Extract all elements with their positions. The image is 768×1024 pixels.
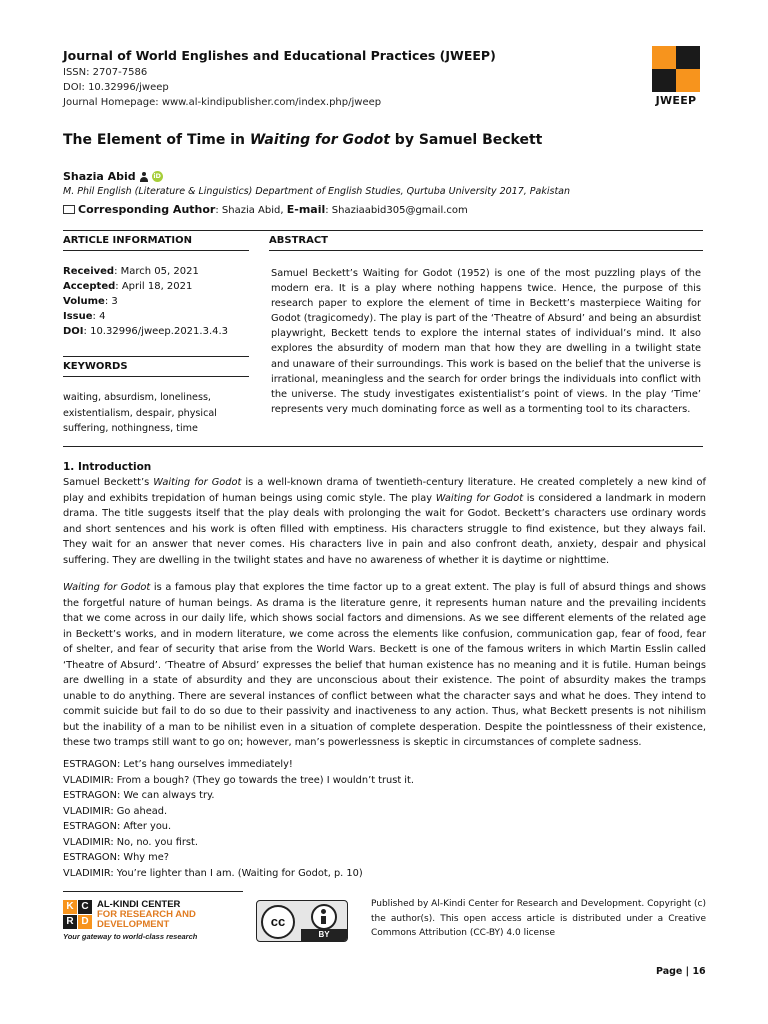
accepted-label: Accepted xyxy=(63,281,116,292)
paper-title xyxy=(63,132,542,148)
issue-value: : 4 xyxy=(92,311,106,322)
abstract-text: Samuel Beckett’s Waiting for Godot (1952) is one of the most puzzling plays of the modern era. It is a play where nothing happens twice. Hence, the purpose of this research paper to explore the element of time in Beckett’s masterpiece Waiting for Godot (tragicomedy). The play is part of the ‘Theatre of Absurd’ and being an absurdist playwright, Beckett tends to explore the internal states of individual’s mind. It also explores the absurdity of modern man that how they are dwelling in a twilight state and unaware of their surroundings. This work is based on the belief that the universe is irrational, meaningless and the search for order brings the individuals into conflict with the universe. The study investigates existentialist’s point of views. In the play ‘Time’ represents very much dominating force as well as a tormenting tool to its characters. xyxy=(271,268,701,415)
divider-info xyxy=(63,250,249,251)
divider-keywords-top xyxy=(63,356,249,357)
p2-seg-0: Waiting for Godot xyxy=(63,582,151,593)
logo-cell-orange-bottom xyxy=(676,69,700,92)
footnote-divider xyxy=(63,891,243,892)
divider-keywords-bottom xyxy=(63,376,249,377)
kcrd-letter-r: R xyxy=(63,915,77,929)
title-post: by Samuel Beckett xyxy=(389,132,543,148)
page-number: Page | 16 xyxy=(656,966,706,977)
dialogue-line: ESTRAGON: We can always try. xyxy=(63,790,215,801)
p1-seg-2: is a well-known drama of twentieth-century literature. He created completely a new kind of play and exhibits trepidation of human beings using comic style. The play xyxy=(63,477,706,504)
intro-paragraph-2 xyxy=(63,580,706,751)
journal-issn: ISSN: 2707-7586 xyxy=(63,67,148,78)
kcrd-line-2-3 xyxy=(97,910,196,930)
received-date xyxy=(63,266,199,277)
cc-icon: cc xyxy=(261,905,295,939)
dialogue-block xyxy=(63,757,414,881)
author-name: Shazia Abid xyxy=(63,170,136,183)
abstract-heading: ABSTRACT xyxy=(269,235,328,246)
p1-seg-4: is considered a landmark in modern drama. The title suggests itself that the play deals with prolonging the wait for Godot. Beckett’s characters use ordinary words and short sentences and his work is often filled with emptiness. His characters struggle to find existence, but they always fail. They wait for an answer that never comes. His characters live in pain and also confront death, anxiety, despair and physical suffering. They are dwelling in the twilight states and have no awareness of whether it is daytime or nighttime. xyxy=(63,492,706,566)
jweep-logo-grid xyxy=(652,46,700,92)
attribution-person-icon xyxy=(311,904,337,930)
journal-homepage[interactable]: Journal Homepage: www.al-kindipublisher.com/index.php/jweep xyxy=(63,97,382,108)
person-icon xyxy=(139,172,149,182)
dialogue-line: VLADIMIR: No, no. you first. xyxy=(63,836,198,848)
doi-label: DOI xyxy=(63,326,84,337)
logo-cell-orange-top xyxy=(652,46,676,69)
author-affiliation: M. Phil English (Literature & Linguistics) Department of English Studies, Qurtuba University 2017, Pakistan xyxy=(63,186,571,197)
logo-text: JWEEP xyxy=(655,94,697,107)
dialogue-line: VLADIMIR: From a bough? (They go towards the tree) I wouldn’t trust it. xyxy=(63,774,414,786)
kcrd-letter-d: D xyxy=(78,915,92,929)
cc-by-license-icon[interactable] xyxy=(256,900,348,942)
envelope-icon xyxy=(63,205,75,214)
article-doi xyxy=(63,326,228,337)
dialogue-line: ESTRAGON: Why me? xyxy=(63,852,169,863)
dialogue-line: ESTRAGON: Let’s hang ourselves immediately! xyxy=(63,759,293,770)
kcrd-line-1: AL-KINDI CENTER xyxy=(97,899,181,910)
article-info-heading: ARTICLE INFORMATION xyxy=(63,235,193,246)
issue xyxy=(63,311,105,322)
intro-heading: 1. Introduction xyxy=(63,461,152,473)
kcrd-letter-c: C xyxy=(78,900,92,914)
kcrd-line-3: DEVELOPMENT xyxy=(97,919,170,930)
p1-seg-1: Waiting for Godot xyxy=(153,477,242,488)
keywords-text: waiting, absurdism, loneliness, existentialism, despair, physical suffering, nothingness, time xyxy=(63,392,217,434)
kcrd-letter-k: K xyxy=(63,900,77,914)
accepted-date xyxy=(63,281,192,292)
by-label: BY xyxy=(301,929,347,941)
volume-label: Volume xyxy=(63,296,105,307)
kcrd-line-2: FOR RESEARCH AND xyxy=(97,909,196,920)
volume-value: : 3 xyxy=(104,296,118,307)
journal-doi: DOI: 10.32996/jweep xyxy=(63,82,169,93)
email-address[interactable]: : Shaziaabid305@gmail.com xyxy=(325,205,468,216)
al-kindi-logo xyxy=(63,898,238,944)
author-line xyxy=(63,170,163,183)
corresponding-label: Corresponding Author xyxy=(78,203,216,216)
accepted-value: : April 18, 2021 xyxy=(115,281,193,292)
volume xyxy=(63,296,118,307)
keywords-heading: KEYWORDS xyxy=(63,361,128,372)
title-italic: Waiting for Godot xyxy=(249,132,390,148)
jweep-logo xyxy=(652,46,700,107)
received-label: Received xyxy=(63,266,115,277)
orcid-icon[interactable]: iD xyxy=(153,172,161,180)
logo-cell-black-bottom xyxy=(652,69,676,92)
issue-label: Issue xyxy=(63,311,93,322)
dialogue-line: ESTRAGON: After you. xyxy=(63,821,172,832)
divider-abstract xyxy=(269,250,703,251)
journal-title: Journal of World Englishes and Educational Practices (JWEEP) xyxy=(63,48,496,63)
title-pre: The Element of Time in xyxy=(63,132,250,148)
received-value: : March 05, 2021 xyxy=(114,266,199,277)
license-text: Published by Al-Kindi Center for Research and Development. Copyright (c) the author(s). This open access article is distributed under a Creative Commons Attribution (CC-BY) 4.0 license xyxy=(371,899,706,938)
doi-value[interactable]: : 10.32996/jweep.2021.3.4.3 xyxy=(83,326,229,337)
divider-top xyxy=(63,230,703,231)
p1-seg-0: Samuel Beckett’s xyxy=(63,477,154,488)
email-label: E-mail xyxy=(286,203,326,216)
p2-seg-1: is a famous play that explores the time factor up to a great extent. The play is full of absurd things and shows the forgetful nature of human beings. As drama is the literature genre, it represents human nature and the prevailing incidents that we come across in our daily life, which shows social factors and dimensions. As we see different elements of the related age in Beckett’s works, and in modern literature, we come across the elements like confusion, communication gap, fear of food, fear of shelter, and fear of security that arise from the World Wars. Beckett is one of the famous writers in which Martin Esslin called ‘Theatre of Absurd’. ‘Theatre of Absurd’ expresses the belief that human existence has no meaning and it is futile. Human beings are dwelling in a state of absurdity and they are unconscious about their existence. The point of absurdity makes the tramps unable to do anything. There are several instances of conflict between what the character says and what he does. They intend to commit suicide but fail to do so due to their passivity and inactiveness to any action. Thus, what Beckett presents is not nihilism but the inability of a man to be nihilist even in a situation of complete desperation. Despite the pointlessness of their existence, these two tramps still want to go on; however, man’s powerlessness is skeptic in circumstances of complete sadness. xyxy=(63,582,706,748)
corresponding-author xyxy=(63,203,468,216)
p1-seg-3: Waiting for Godot xyxy=(435,492,524,504)
divider-bottom xyxy=(63,446,703,447)
logo-cell-black-top xyxy=(676,46,700,69)
intro-paragraph-1 xyxy=(63,475,706,568)
dialogue-line: VLADIMIR: Go ahead. xyxy=(63,805,168,817)
dialogue-line: VLADIMIR: You’re lighter than I am. (Waiting for Godot, p. 10) xyxy=(63,867,363,879)
corresponding-name: : Shazia Abid, xyxy=(215,205,287,216)
kcrd-tagline: Your gateway to world-class research xyxy=(63,932,198,941)
